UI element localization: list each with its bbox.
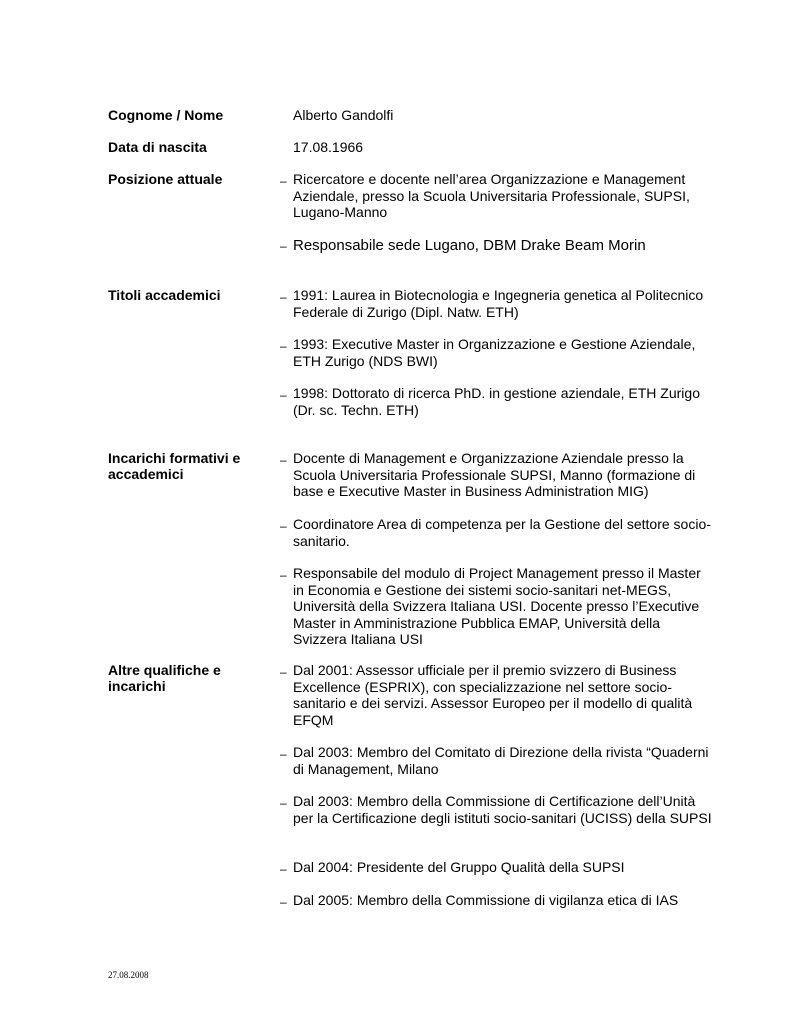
position-label: Posizione attuale (108, 171, 223, 187)
assignment-item: Docente di Management e Organizzazione Aziendale presso la Scuola Universitaria Professionale SUPSI, Manno (formazione di base e Executive Master in Business Administration MIG) (293, 450, 696, 499)
birth-date-label: Data di nascita (108, 139, 207, 155)
bullet-dash: – (280, 174, 287, 188)
footer-date: 27.08.2008 (108, 970, 149, 980)
bullet-dash: – (280, 239, 287, 253)
bullet-dash: – (280, 747, 287, 761)
bullet-dash: – (280, 519, 287, 533)
title-item: 1993: Executive Master in Organizzazione e Gestione Aziendale, ETH Zurigo (NDS BWI) (293, 336, 696, 369)
other-item: Dal 2003: Membro della Commissione di Certificazione dell’Unità per la Certificazione degli istituti socio-sanitari (UCISS) della SUPSI (293, 793, 712, 826)
assignment-item: Responsabile del modulo di Project Management presso il Master in Economia e Gestione dei sistemi socio-sanitari net-MEGS, Università della Svizzera Italiana USI. Docente presso l’Executive Master in Amministrazione Pubblica EMAP, Università della Svizzera Italiana USI (293, 565, 701, 647)
bullet-dash: – (280, 796, 287, 810)
name-label: Cognome / Nome (108, 107, 224, 123)
assignments-label: Incarichi formativi e accademici (108, 450, 241, 482)
bullet-dash: – (280, 568, 287, 582)
position-item: Ricercatore e docente nell’area Organizzazione e Management Aziendale, presso la Scuola Universitaria Professionale, SUPSI, Lugano-Manno (293, 171, 690, 220)
bullet-dash: – (280, 453, 287, 467)
title-item: 1998: Dottorato di ricerca PhD. in gestione aziendale, ETH Zurigo (Dr. sc. Techn. ETH) (293, 385, 700, 418)
bullet-dash: – (280, 388, 287, 402)
other-item: Dal 2003: Membro del Comitato di Direzione della rivista “Quaderni di Management, Milano (293, 744, 709, 777)
assignment-item: Coordinatore Area di competenza per la Gestione del settore socio-sanitario. (293, 516, 711, 549)
other-item: Dal 2001: Assessor ufficiale per il premio svizzero di Business Excellence (ESPRIX), con specializzazione nel settore socio-sanitario e dei servizi. Assessor Europeo per il modello di qualità EFQM (293, 662, 693, 728)
position-item: Responsabile sede Lugano, DBM Drake Beam Morin (293, 237, 646, 254)
bullet-dash: – (280, 339, 287, 353)
birth-date-value: 17.08.1966 (293, 139, 364, 155)
other-item: Dal 2004: Presidente del Gruppo Qualità della SUPSI (293, 859, 625, 875)
bullet-dash: – (280, 665, 287, 679)
name-value: Alberto Gandolfi (293, 107, 394, 123)
bullet-dash: – (280, 862, 287, 876)
title-item: 1991: Laurea in Biotecnologia e Ingegneria genetica al Politecnico Federale di Zurigo (Dipl. Natw. ETH) (293, 287, 704, 320)
other-item: Dal 2005: Membro della Commissione di vigilanza etica di IAS (293, 892, 679, 908)
other-label: Altre qualifiche e incarichi (108, 662, 221, 694)
titles-label: Titoli accademici (108, 287, 221, 303)
bullet-dash: – (280, 895, 287, 909)
bullet-dash: – (280, 290, 287, 304)
